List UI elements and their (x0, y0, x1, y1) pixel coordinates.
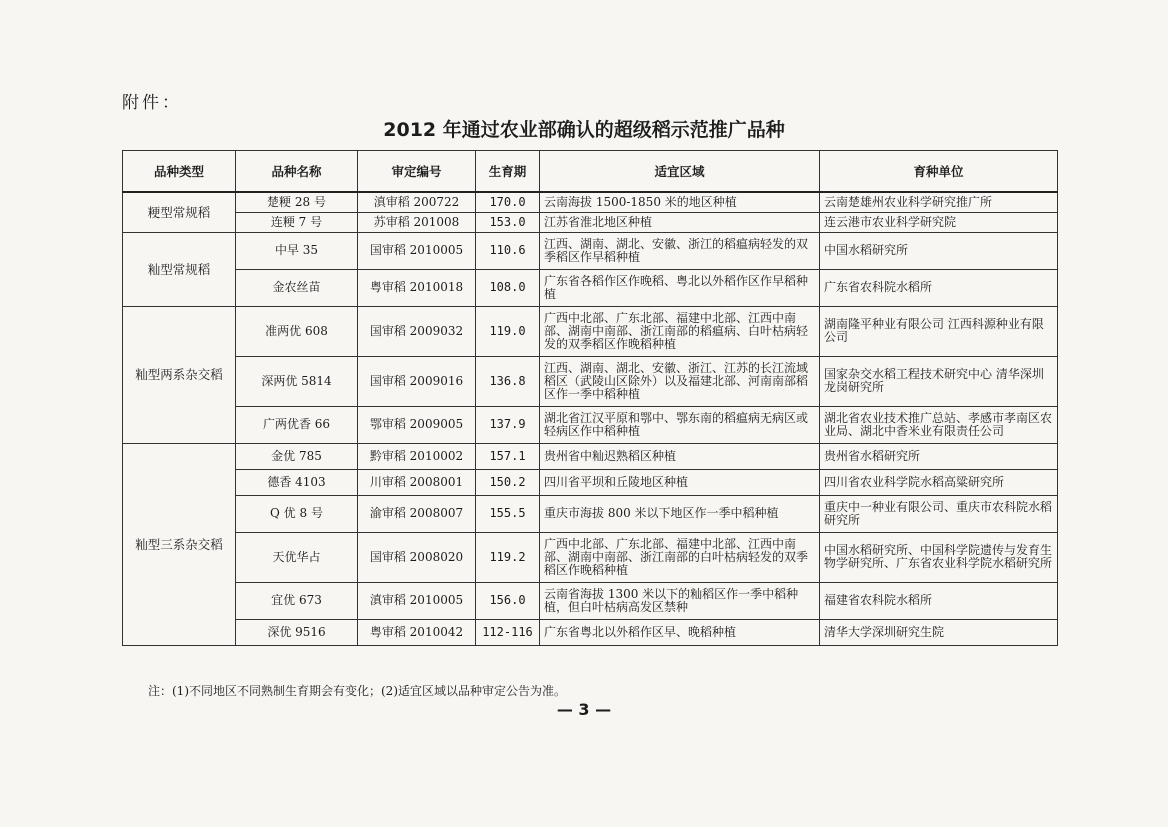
suitable-region-cell: 四川省平坝和丘陵地区种植 (540, 469, 820, 495)
growth-period-cell: 156.0 (476, 582, 540, 619)
variety-name-cell: 楚粳 28 号 (236, 192, 358, 212)
variety-name-cell: 深两优 5814 (236, 356, 358, 406)
approval-code-cell: 粤审稻 2010042 (358, 619, 476, 645)
approval-code-cell: 黔审稻 2010002 (358, 443, 476, 469)
growth-period-cell: 110.6 (476, 232, 540, 269)
growth-period-cell: 136.8 (476, 356, 540, 406)
table-row (123, 269, 1058, 306)
table-header-row (123, 151, 1058, 193)
column-header: 生育期 (476, 151, 540, 193)
variety-name-cell: 宜优 673 (236, 582, 358, 619)
breeder-cell: 湖南隆平种业有限公司 江西科源种业有限公司 (820, 306, 1058, 356)
breeder-cell: 中国水稻研究所 (820, 232, 1058, 269)
column-header: 审定编号 (358, 151, 476, 193)
variety-name-cell: 德香 4103 (236, 469, 358, 495)
breeder-cell: 湖北省农业技术推广总站、孝感市孝南区农业局、湖北中香米业有限责任公司 (820, 406, 1058, 443)
approval-code-cell: 国审稻 2009016 (358, 356, 476, 406)
growth-period-cell: 112-116 (476, 619, 540, 645)
variety-type-cell: 籼型常规稻 (123, 232, 236, 306)
suitable-region-cell: 重庆市海拔 800 米以下地区作一季中稻种植 (540, 495, 820, 532)
variety-name-cell: 连粳 7 号 (236, 212, 358, 232)
table-row (123, 619, 1058, 645)
column-header: 品种名称 (236, 151, 358, 193)
table-row (123, 495, 1058, 532)
suitable-region-cell: 湖北省江汉平原和鄂中、鄂东南的稻瘟病无病区或轻病区作中稻种植 (540, 406, 820, 443)
variety-name-cell: 广两优香 66 (236, 406, 358, 443)
breeder-cell: 贵州省水稻研究所 (820, 443, 1058, 469)
growth-period-cell: 157.1 (476, 443, 540, 469)
growth-period-cell: 153.0 (476, 212, 540, 232)
column-header: 品种类型 (123, 151, 236, 193)
table-row (123, 582, 1058, 619)
growth-period-cell: 119.2 (476, 532, 540, 582)
approval-code-cell: 国审稻 2009032 (358, 306, 476, 356)
variety-name-cell: 深优 9516 (236, 619, 358, 645)
growth-period-cell: 119.0 (476, 306, 540, 356)
approval-code-cell: 鄂审稻 2009005 (358, 406, 476, 443)
variety-name-cell: 中早 35 (236, 232, 358, 269)
suitable-region-cell: 贵州省中籼迟熟稻区种植 (540, 443, 820, 469)
breeder-cell: 云南楚雄州农业科学研究推广所 (820, 192, 1058, 212)
page-number: — 3 — (556, 700, 612, 719)
variety-type-cell: 籼型两系杂交稻 (123, 306, 236, 443)
approval-code-cell: 国审稻 2010005 (358, 232, 476, 269)
suitable-region-cell: 云南省海拔 1300 米以下的籼稻区作一季中稻种植，但白叶枯病高发区禁种 (540, 582, 820, 619)
growth-period-cell: 170.0 (476, 192, 540, 212)
variety-name-cell: 金优 785 (236, 443, 358, 469)
table-row (123, 212, 1058, 232)
suitable-region-cell: 广东省粤北以外稻作区早、晚稻种植 (540, 619, 820, 645)
table-row (123, 356, 1058, 406)
table-row (123, 406, 1058, 443)
table-row (123, 306, 1058, 356)
column-header: 育种单位 (820, 151, 1058, 193)
variety-name-cell: Q 优 8 号 (236, 495, 358, 532)
suitable-region-cell: 广西中北部、广东北部、福建中北部、江西中南部、湖南中南部、浙江南部的稻瘟病、白叶枯病轻发的双季稻区作晚稻种植 (540, 306, 820, 356)
growth-period-cell: 150.2 (476, 469, 540, 495)
approval-code-cell: 苏审稻 201008 (358, 212, 476, 232)
breeder-cell: 中国水稻研究所、中国科学院遗传与发育生物学研究所、广东省农业科学院水稻研究所 (820, 532, 1058, 582)
variety-name-cell: 金农丝苗 (236, 269, 358, 306)
breeder-cell: 重庆中一种业有限公司、重庆市农科院水稻研究所 (820, 495, 1058, 532)
approval-code-cell: 滇审稻 200722 (358, 192, 476, 212)
growth-period-cell: 155.5 (476, 495, 540, 532)
table-row (123, 232, 1058, 269)
growth-period-cell: 137.9 (476, 406, 540, 443)
breeder-cell: 广东省农科院水稻所 (820, 269, 1058, 306)
document-title: 2012 年通过农业部确认的超级稻示范推广品种 (383, 119, 785, 141)
breeder-cell: 清华大学深圳研究生院 (820, 619, 1058, 645)
approval-code-cell: 粤审稻 2010018 (358, 269, 476, 306)
approval-code-cell: 国审稻 2008020 (358, 532, 476, 582)
variety-name-cell: 天优华占 (236, 532, 358, 582)
suitable-region-cell: 江苏省淮北地区种植 (540, 212, 820, 232)
variety-name-cell: 准两优 608 (236, 306, 358, 356)
suitable-region-cell: 云南海拔 1500-1850 米的地区种植 (540, 192, 820, 212)
variety-table (122, 150, 1058, 646)
breeder-cell: 福建省农科院水稻所 (820, 582, 1058, 619)
suitable-region-cell: 广东省各稻作区作晚稻、粤北以外稻作区作早稻种植 (540, 269, 820, 306)
table-row (123, 192, 1058, 212)
footnote: 注：(1)不同地区不同熟制生育期会有变化；(2)适宜区域以品种审定公告为准。 (148, 684, 566, 698)
column-header: 适宜区域 (540, 151, 820, 193)
approval-code-cell: 渝审稻 2008007 (358, 495, 476, 532)
attachment-label: 附件： (122, 93, 182, 113)
table-row (123, 532, 1058, 582)
breeder-cell: 国家杂交水稻工程技术研究中心 清华深圳龙岗研究所 (820, 356, 1058, 406)
suitable-region-cell: 广西中北部、广东北部、福建中北部、江西中南部、湖南中南部、浙江南部的白叶枯病轻发的双季稻区作晚稻种植 (540, 532, 820, 582)
variety-type-cell: 粳型常规稻 (123, 192, 236, 232)
breeder-cell: 连云港市农业科学研究院 (820, 212, 1058, 232)
breeder-cell: 四川省农业科学院水稻高粱研究所 (820, 469, 1058, 495)
suitable-region-cell: 江西、湖南、湖北、安徽、浙江的稻瘟病轻发的双季稻区作早稻种植 (540, 232, 820, 269)
approval-code-cell: 滇审稻 2010005 (358, 582, 476, 619)
variety-type-cell: 籼型三系杂交稻 (123, 443, 236, 645)
suitable-region-cell: 江西、湖南、湖北、安徽、浙江、江苏的长江流域稻区（武陵山区除外）以及福建北部、河南南部稻区作一季中稻种植 (540, 356, 820, 406)
table-row (123, 469, 1058, 495)
approval-code-cell: 川审稻 2008001 (358, 469, 476, 495)
growth-period-cell: 108.0 (476, 269, 540, 306)
table-row (123, 443, 1058, 469)
